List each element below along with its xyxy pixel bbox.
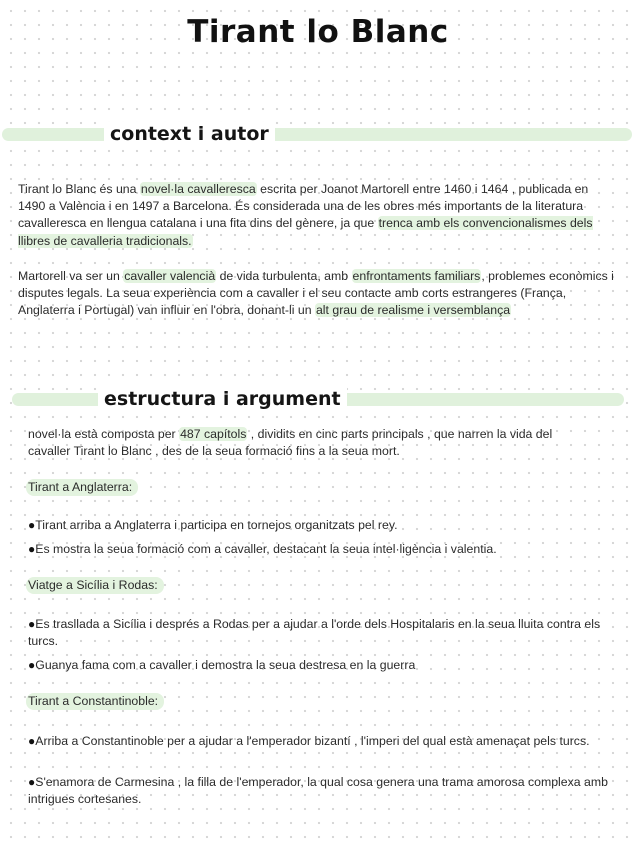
paragraph-text: novel·la està composta per <box>28 427 180 441</box>
section-heading-structure: estructura i argument <box>98 387 347 411</box>
bullet-text: Es mostra la seua formació com a cavaller, destacant la seua intel·ligència i valentia. <box>35 542 497 556</box>
bullet-dot-icon: ● <box>28 734 36 748</box>
part-title: Tirant a Anglaterra: <box>26 479 138 496</box>
highlight: trenca amb els convencionalismes dels llibres de cavalleria tradicionals. <box>18 216 593 248</box>
bullet-text: Es trasllada a Sicília i després a Rodas per a ajudar a l'orde dels Hospitalaris en la seua lluita contra els turcs. <box>28 617 601 649</box>
paragraph-structure-intro <box>28 426 588 460</box>
heading-bar-right <box>240 128 632 141</box>
paragraph-text: , dividits en cinc parts principals , que narren la vida del cavaller Tirant lo Blanc , des de la seua formació fins a la seua mort. <box>28 427 553 459</box>
bullet-item <box>28 774 608 808</box>
highlight: cavaller valencià <box>124 269 216 283</box>
highlight: alt grau de realisme i versemblança <box>315 303 511 318</box>
paragraph-text: , problemes econòmics i disputes legals. La seua experiència com a cavaller i el seu contacte amb corts estrangeres (França, Anglaterra i Portugal) van influir en l'obra, donant-li un <box>18 269 614 318</box>
bullet-item <box>28 616 613 650</box>
bullet-text: Guanya fama com a cavaller i demostra la seua destresa en la guerra <box>35 658 416 672</box>
heading-bar-left <box>12 393 112 406</box>
paragraph-author <box>18 268 618 320</box>
bullet-text: Tirant arriba a Anglaterra i participa en tornejos organitzats pel rey. <box>35 518 398 532</box>
part-title: Tirant a Constantinoble: <box>26 693 164 710</box>
bullet-text: Arriba a Constantinoble per a ajudar a l'emperador bizantí , l'imperi del qual està amenaçat pels turcs. <box>35 734 590 748</box>
bullet-item <box>28 733 598 750</box>
paragraph-text: de vida turbulenta, amb <box>216 269 352 283</box>
bullet-dot-icon: ● <box>28 518 36 532</box>
part-title: Viatge a Sicília i Rodas: <box>26 577 164 594</box>
bullet-text: S'enamora de Carmesina , la filla de l'emperador, la qual cosa genera una trama amorosa complexa amb intrigues cortesanes. <box>28 775 608 807</box>
bullet-dot-icon: ● <box>28 542 36 556</box>
bullet-item <box>28 517 598 534</box>
paragraph-text: Tirant lo Blanc és una <box>18 182 140 196</box>
paragraph-text: Martorell va ser un <box>18 269 124 283</box>
bullet-item <box>28 657 613 674</box>
highlight: 487 capítols <box>180 427 247 441</box>
heading-bar-right <box>318 393 624 406</box>
paragraph-context <box>18 181 618 250</box>
bullet-dot-icon: ● <box>28 617 36 631</box>
bullet-item <box>28 541 598 558</box>
bullet-dot-icon: ● <box>28 775 36 789</box>
highlight: novel·la cavalleresca <box>140 182 256 196</box>
bullet-dot-icon: ● <box>28 658 36 672</box>
paragraph-text: escrita per Joanot Martorell entre 1460 i 1464 , publicada en 1490 a València i en 1497 a Barcelona. És considerada una de les obres més importants de la literatura cavalleresca en llengua catalana i una fita dins del gènere, ja que <box>18 182 589 231</box>
highlight: enfrontaments familiars <box>352 269 481 283</box>
page-title: Tirant lo Blanc <box>187 14 449 50</box>
section-heading-context: context i autor <box>104 122 275 146</box>
